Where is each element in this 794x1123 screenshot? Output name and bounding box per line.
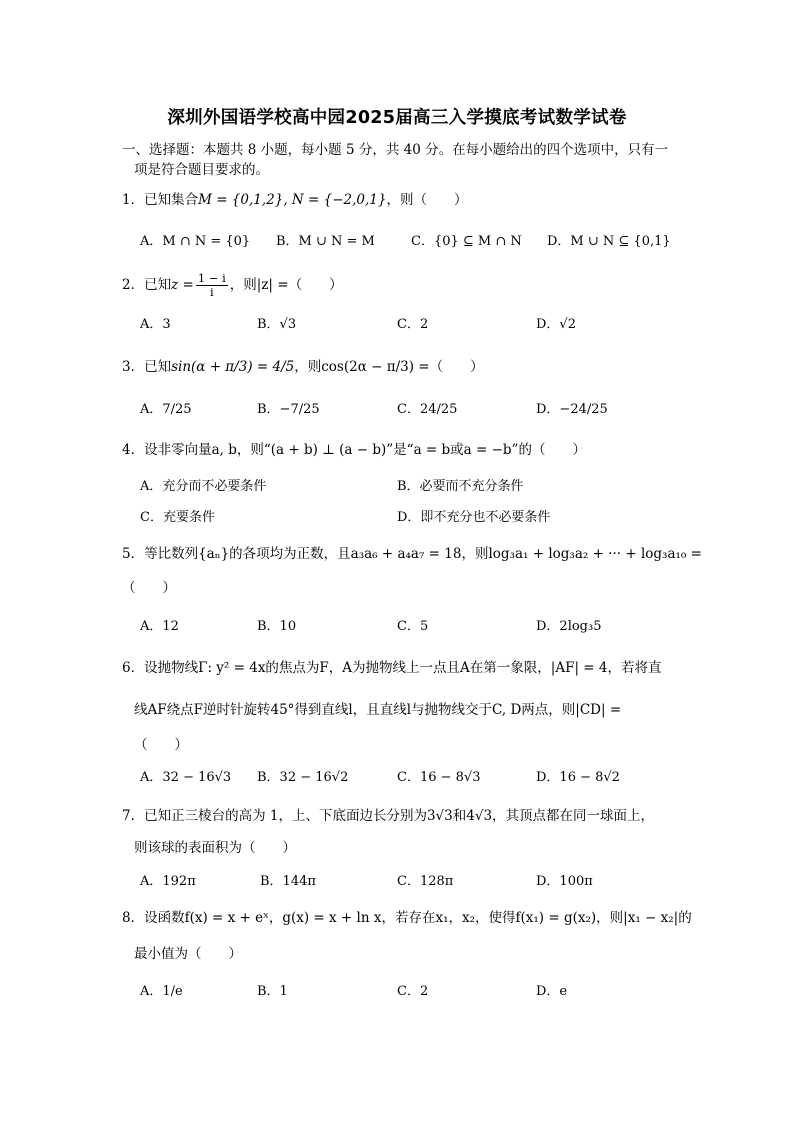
question-1-option-c: C．{0} ⊆ M ∩ N xyxy=(411,234,522,249)
question-2-frac-den: i xyxy=(209,285,214,299)
section-instructions xyxy=(122,140,682,180)
question-1-stem xyxy=(122,190,467,210)
question-7-option-c: C．128π xyxy=(397,874,454,889)
question-3-prefix: 3．已知 xyxy=(122,359,172,375)
question-3-option-a: A．7/25 xyxy=(140,402,192,417)
question-6-option-a: A．32 − 16√3 xyxy=(140,770,232,785)
question-2-z: z = xyxy=(171,277,194,293)
question-8-option-a: A．1/e xyxy=(140,984,183,999)
question-5-stem-line1: 5．等比数列{aₙ}的各项均为正数，且a₃a₆ + a₄a₇ = 18，则log₃a₁ + log₃a₂ + ··· + log₃a₁₀ = xyxy=(122,546,702,562)
exam-title: 深圳外国语学校高中园2025届高三入学摸底考试数学试卷 xyxy=(167,108,627,128)
question-5-option-b: B．10 xyxy=(257,619,297,634)
section-instructions-line1: 一、选择题：本题共 8 小题，每小题 5 分，共 40 分。在每小题给出的四个选项中，只有一 xyxy=(122,142,669,158)
question-1-option-a: A．M ∩ N = {0} xyxy=(140,234,251,249)
question-3-cos: ，则cos(2α − π/3) =（ ） xyxy=(294,359,484,375)
question-2-frac-num: 1 − i xyxy=(197,271,226,285)
question-2-stem xyxy=(122,272,343,299)
question-8-option-c: C．2 xyxy=(397,984,429,999)
question-5-option-c: C．5 xyxy=(397,619,429,634)
question-7-option-d: D．100π xyxy=(536,874,593,889)
question-4-option-b: B．必要而不充分条件 xyxy=(397,479,524,494)
question-6-stem-line1: 6．设抛物线Γ: y² = 4x的焦点为F，A为抛物线上一点且A在第一象限，|AF| = 4，若将直 xyxy=(122,660,662,676)
question-3-option-d: D．−24/25 xyxy=(536,402,608,417)
question-6-stem-line2: 线AF绕点F逆时针旋转45°得到直线l，且直线l与抛物线交于C, D两点，则|CD| = xyxy=(134,702,622,718)
question-7-option-b: B．144π xyxy=(260,874,316,889)
question-4-option-c: C．充要条件 xyxy=(140,510,215,525)
question-2-option-d: D．√2 xyxy=(536,317,576,332)
question-3-sin: sin(α + π/3) = 4/5 xyxy=(171,359,295,375)
section-instructions-line2: 项是符合题目要求的。 xyxy=(134,162,269,178)
question-7-option-a: A．192π xyxy=(140,874,196,889)
question-6-option-b: B．32 − 16√2 xyxy=(257,770,349,785)
question-1-suffix: ，则（ ） xyxy=(386,192,468,208)
question-3-option-c: C．24/25 xyxy=(397,402,458,417)
question-4-option-d: D．即不充分也不必要条件 xyxy=(397,510,551,525)
question-6-option-c: C．16 − 8√3 xyxy=(397,770,481,785)
question-4-option-a: A．充分而不必要条件 xyxy=(140,479,267,494)
question-7-stem-line2: 则该球的表面积为（ ） xyxy=(134,840,296,856)
question-1-option-d: D．M ∪ N ⊆ {0,1} xyxy=(547,234,671,249)
question-2-option-b: B．√3 xyxy=(257,317,297,332)
question-2-option-c: C．2 xyxy=(397,317,429,332)
question-8-option-b: B．1 xyxy=(257,984,288,999)
question-4-stem: 4．设非零向量a, b，则“(a + b) ⊥ (a − b)”是“a = b或a = −b”的（ ） xyxy=(122,442,586,458)
question-6-option-d: D．16 − 8√2 xyxy=(536,770,620,785)
question-3-stem xyxy=(122,357,484,377)
question-8-option-d: D．e xyxy=(536,984,568,999)
question-1-prefix: 1．已知集合 xyxy=(122,192,199,208)
question-3-option-b: B．−7/25 xyxy=(257,402,320,417)
question-2-fraction xyxy=(196,272,228,299)
question-6-stem-line3: （ ） xyxy=(134,737,188,753)
question-1-math: M = {0,1,2}, N = {−2,0,1} xyxy=(198,192,387,208)
question-8-stem-line1: 8．设函数f(x) = x + eˣ，g(x) = x + ln x，若存在x₁，x₂，使得f(x₁) = g(x₂)，则|x₁ − x₂|的 xyxy=(122,910,692,926)
question-5-option-d: D．2log₃5 xyxy=(536,619,602,634)
question-2-prefix: 2．已知 xyxy=(122,277,172,293)
question-5-option-a: A．12 xyxy=(140,619,179,634)
question-5-stem-line2: （ ） xyxy=(122,580,176,596)
question-1-option-b: B．M ∪ N = M xyxy=(276,234,375,249)
question-2-suffix: ，则|z| =（ ） xyxy=(229,277,343,293)
question-7-stem-line1: 7．已知正三棱台的高为 1，上、下底面边长分别为3√3和4√3，其顶点都在同一球面上， xyxy=(122,808,655,824)
question-8-stem-line2: 最小值为（ ） xyxy=(134,946,242,962)
question-2-option-a: A．3 xyxy=(140,317,171,332)
